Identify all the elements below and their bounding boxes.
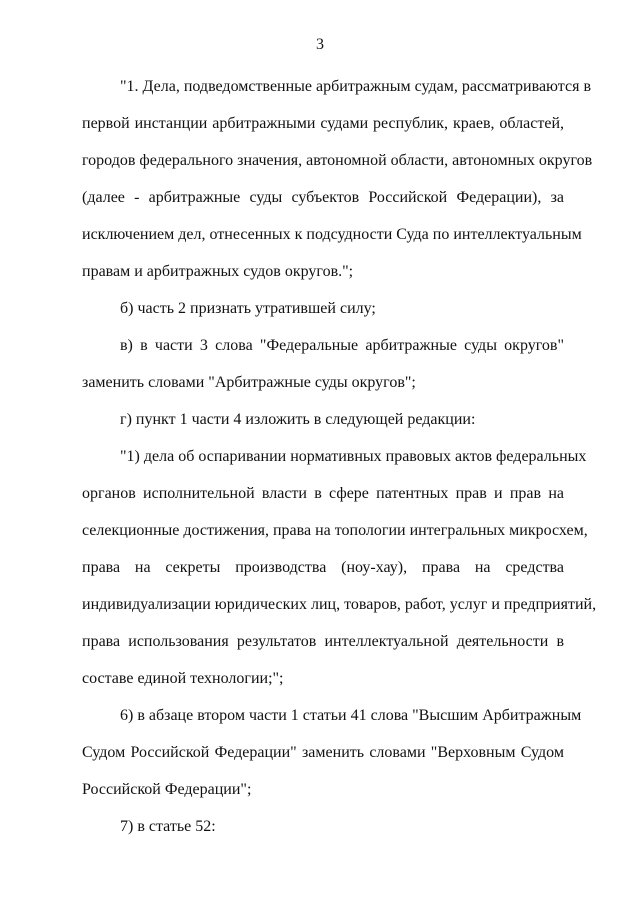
text-line: 6) в абзаце втором части 1 статьи 41 слова "Высшим Арбитражным (120, 707, 582, 724)
text-line: индивидуализации юридических лиц, товаров, работ, услуг и предприятий, (82, 596, 597, 613)
text-line: 7) в статье 52: (120, 818, 216, 835)
text-line: Судом Российской Федерации" заменить словами "Верховным Судом (82, 744, 564, 761)
text-line: (далее - арбитражные суды субъектов Российской Федерации), за (82, 189, 564, 206)
text-line: первой инстанции арбитражными судами республик, краев, областей, (82, 115, 564, 132)
text-line: правам и арбитражных судов округов."; (82, 263, 354, 280)
text-line: органов исполнительной власти в сфере патентных прав и прав на (82, 485, 564, 502)
page-number: 3 (316, 36, 324, 53)
text-line: права на секреты производства (ноу-хау), права на средства (82, 559, 564, 576)
text-line: заменить словами "Арбитражные суды округов"; (82, 374, 416, 391)
text-line: права использования результатов интеллектуальной деятельности в (82, 633, 564, 650)
text-line: "1) дела об оспаривании нормативных правовых актов федеральных (120, 448, 587, 465)
text-line: г) пункт 1 части 4 изложить в следующей редакции: (120, 411, 476, 428)
text-line: в) в части 3 слова "Федеральные арбитражные суды округов" (120, 337, 564, 354)
text-line: б) часть 2 признать утратившей силу; (120, 300, 376, 317)
text-line: городов федерального значения, автономной области, автономных округов (82, 152, 593, 169)
text-line: составе единой технологии;"; (82, 670, 284, 687)
text-line: "1. Дела, подведомственные арбитражным судам, рассматриваются в (120, 78, 591, 95)
text-line: исключением дел, отнесенных к подсудности Суда по интеллектуальным (82, 226, 582, 243)
text-line: Российской Федерации"; (82, 781, 252, 798)
text-line: селекционные достижения, права на топологии интегральных микросхем, (82, 522, 588, 539)
